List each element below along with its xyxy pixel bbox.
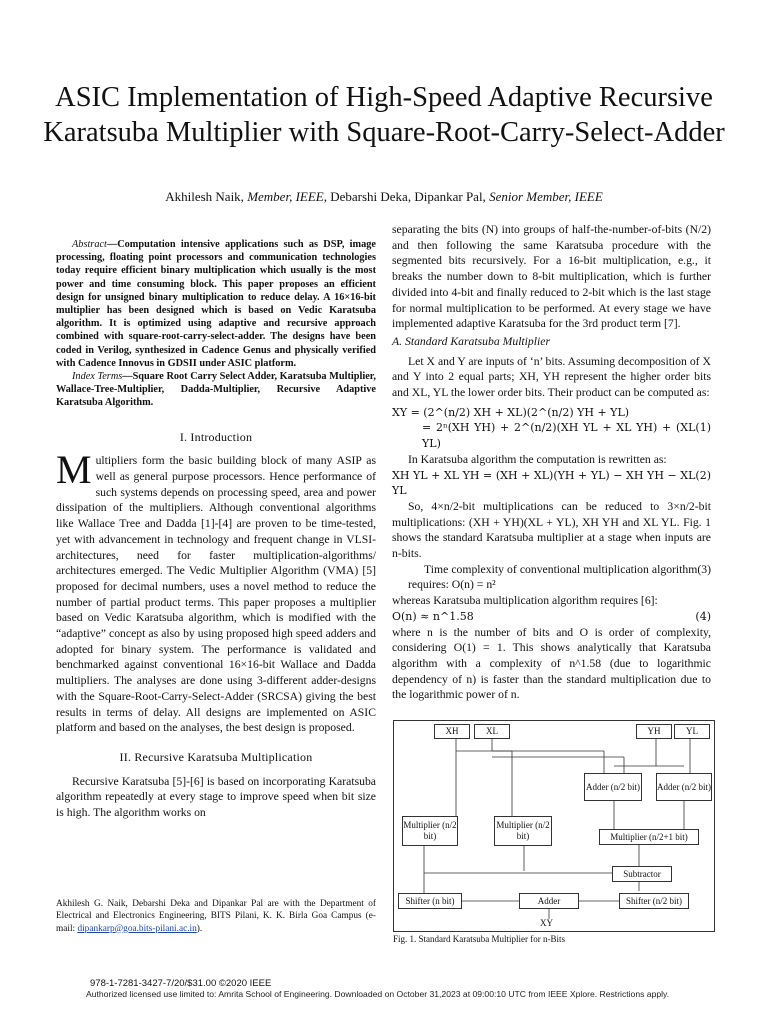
- multiplier-1: Multiplier (n/2 bit): [402, 816, 458, 846]
- subtractor: Subtractor: [612, 866, 672, 882]
- section-1-heading: I. Introduction: [179, 429, 253, 444]
- subsection-a-heading: A. Standard Karatsuba Multiplier: [392, 334, 551, 348]
- shifter-n: Shifter (n bit): [398, 893, 462, 909]
- right-paragraph-7: where n is the number of bits and O is order of complexity, considering O(1) = 1. This shows analytically that Karatsuba algorithm with a complexity of n^1.58 (due to logarithmic dependency of n) is faster than the standard multiplication due to the logarithmic power of n.: [392, 625, 711, 702]
- right-paragraph-3: In Karatsuba algorithm the computation is rewritten as:: [408, 452, 667, 466]
- other-authors-role: Senior Member, IEEE: [489, 189, 603, 204]
- output-xy: XY: [540, 918, 553, 928]
- adder-3: Adder: [519, 893, 579, 909]
- other-authors: Debarshi Deka, Dipankar Pal,: [326, 189, 490, 204]
- right-column: [392, 222, 711, 703]
- right-paragraph-1: separating the bits (N) into groups of half-the-number-of-bits (N/2) and then following the same Karatsuba procedure with the segmented bits recursively. For a 16-bit multiplication, e.g., it breaks the number down to 8-bit multiplication, which is further divided into 4-bit and finally reduced to 2-bit which is the last stage for normal multiplication to be performed. At every stage we have implemented adaptive Karatsuba for the 3rd product term [7].: [392, 223, 711, 331]
- shifter-n2: Shifter (n/2 bit): [619, 893, 689, 909]
- equation-0: XY = (2^(n/2) XH + XL)(2^(n/2) YH + YL): [392, 405, 630, 419]
- index-terms: Index Terms—Square Root Carry Select Adder, Karatsuba Multiplier, Wallace-Tree-Multiplier, Dadda-Multiplier, Recursive Adaptive Karatsuba Algorithm.: [56, 371, 376, 409]
- left-column: [56, 238, 376, 821]
- email-link[interactable]: dipankarp@goa.bits-pilani.ac.in: [77, 923, 197, 934]
- equation-3: Time complexity of conventional multiplication algorithm requires: O(n) = n² (3): [408, 562, 711, 592]
- multiplier-2: Multiplier (n/2 bit): [494, 816, 552, 846]
- adder-1: Adder (n/2 bit): [584, 773, 642, 801]
- author-1-role: Member, IEEE,: [247, 189, 327, 204]
- figure-caption: Fig. 1. Standard Karatsuba Multiplier for n-Bits: [393, 934, 565, 944]
- equation-4: O(n) ≈ n^1.58 (4): [392, 609, 711, 623]
- xh-input: XH: [434, 724, 470, 739]
- right-paragraph-4: So, 4×n/2-bit multiplications can be reduced to 3×n/2-bit multiplications: (XH + YH)(XL + YL), XH YH and XL YL. Fig. 1 shows the standard Karatsuba multiplier at a stage when inputs are n-bits.: [392, 499, 711, 561]
- equation-2: XH YL + XL YH = (XH + XL)(YH + YL) − XH YH − XL YL (2): [392, 468, 711, 498]
- equation-1: = 2ⁿ(XH YH) + 2^(n/2)(XH YL + XL YH) + (XL YL) (1): [422, 421, 711, 451]
- yl-input: YL: [674, 724, 710, 739]
- xl-input: XL: [474, 724, 510, 739]
- section-2-heading: II. Recursive Karatsuba Multiplication: [119, 750, 313, 764]
- paper-title: ASIC Implementation of High-Speed Adaptive Recursive Karatsuba Multiplier with Square-Root-Carry-Select-Adder: [43, 82, 725, 148]
- authorized-use-notice: Authorized licensed use limited to: Amrita School of Engineering. Downloaded on October 31,2023 at 09:00:10 UTC from IEEE Xplore. Restrictions apply.: [86, 989, 670, 999]
- section-1-text: Multipliers form the basic building block of many ASIP as well as general purpose processors. Hence performance of such systems depends on processing speed, area and power dissipation of the multipliers. Although conventional algorithms like Wallace Tree and Dadda [1]-[4] are proven to be time-tested, yet with advancement in technology and frequent change in VLSI-architectures, need for faster multiplication-algorithms/ architectures emerged. The Vedic Multiplier Algorithm (VMA) [5] proposed for decimal numbers, uses a novel method to reduce the number of partial product terms. This paper proposes a multiplier based on Vedic Karatsuba algorithm, which is modified with the “adaptive” concept as also by using proposed high speed adders and adopted for binary system. The performance is validated and benchmarked against conventional 16×16-bit Wallace and Dadda multipliers. The analyses are done using 3-different adder-designs with the Square-Root-Carry-Select-Adder (SRCSA) giving the best results in terms of delay. All designs are implemented on ASIC platform and based on the analyses, the best design is proposed.: [56, 447, 376, 735]
- abstract: Abstract—Computation intensive applications such as DSP, image processing, floating point processors and communication technologies today require efficient binary multiplication which usually is the most power and time consuming block. This paper proposes an efficient design for unsigned binary multiplication to reduce delay. A 16×16-bit multiplier has been designed which is based on Vedic Karatsuba algorithm. It is optimized using adaptive and recursive approach combined with square-root-carry-select-adder. The designs have been coded in Verilog, synthesized in Cadence Genus and physically verified with Cadence Innovus in GDSII under ASIC platform.: [56, 239, 376, 369]
- yh-input: YH: [636, 724, 672, 739]
- copyright: 978-1-7281-3427-7/20/$31.00 ©2020 IEEE: [90, 978, 272, 989]
- section-2-text: Recursive Karatsuba [5]-[6] is based on incorporating Karatsuba algorithm repeatedly at every stage to improve speed when bit size is high. The algorithm works on: [56, 774, 376, 820]
- karatsuba-figure: [393, 720, 715, 932]
- adder-2: Adder (n/2 bit): [656, 773, 712, 801]
- multiplier-3: Multiplier (n/2+1 bit): [599, 829, 699, 845]
- author-1: Akhilesh Naik,: [165, 189, 248, 204]
- right-paragraph-2: Let X and Y are inputs of ‘n’ bits. Assuming decomposition of X and Y into 2 equal parts; XH, YH represent the higher order bits and XL, YL the lower order bits. Their product can be computed as:: [392, 354, 711, 400]
- footnote: Akhilesh G. Naik, Debarshi Deka and Dipankar Pal are with the Department of Electrical and Electronics Engineering, BITS Pilani, K. K. Birla Goa Campus (e-mail: dipankarp@goa.bits-pilani.ac.in).: [56, 899, 376, 934]
- drop-cap: M: [56, 447, 92, 493]
- right-paragraph-6: whereas Karatsuba multiplication algorithm requires [6]:: [392, 594, 658, 608]
- author-line: [40, 189, 728, 205]
